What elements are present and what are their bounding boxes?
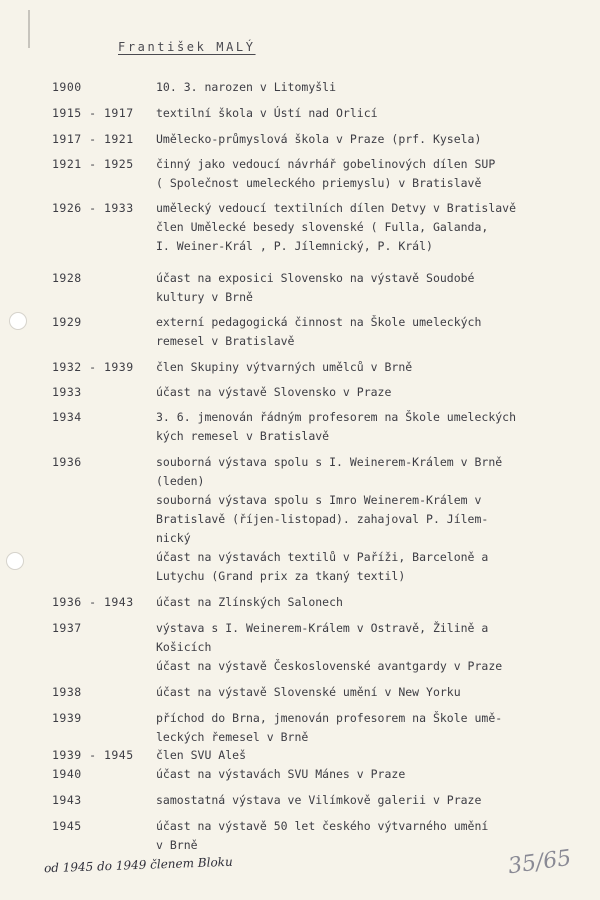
entry-text-line: Lutychu (Grand prix za tkaný textil) [156,569,406,583]
entry-text-line: ( Společnost umeleckého priemyslu) v Bratislavě [156,176,482,190]
entry-date: 1929 [52,315,82,329]
entry-text-line: účast na výstavě Slovenské umění v New Yorku [156,685,461,699]
entry-text-line: účast na exposici Slovensko na výstavě Soudobé [156,271,475,285]
entry-date: 1939 [52,711,82,725]
entry-date: 1933 [52,385,82,399]
page-title: František MALÝ [118,40,256,54]
entry-text-line: Umělecko-průmyslová škola v Praze (prf. Kysela) [156,132,482,146]
entry-text-line: remesel v Bratislavě [156,334,295,348]
entry-text-line: účast na výstavách SVU Mánes v Praze [156,767,406,781]
entry-text-line: kých remesel v Bratislavě [156,429,330,443]
entry-date: 1939 - 1945 [52,748,134,762]
entry-text-line: činný jako vedoucí návrhář gobelinových dílen SUP [156,157,496,171]
entry-text-line: v Brně [156,838,198,852]
handwritten-note: od 1945 do 1949 členem Bloku [43,854,233,876]
entry-text-line: kultury v Brně [156,290,253,304]
entry-date: 1900 [52,80,82,94]
margin-mark [28,10,30,48]
entry-date: 1934 [52,410,82,424]
entry-date: 1938 [52,685,82,699]
entry-text-line: souborná výstava spolu s I. Weinerem-Králem v Brně [156,455,503,469]
entry-text-line: (leden) [156,474,205,488]
entry-text-line: účast na Zlínských Salonech [156,595,343,609]
entry-date: 1926 - 1933 [52,201,134,215]
entry-text-line: člen Umělecké besedy slovenské ( Fulla, Galanda, [156,220,489,234]
entry-date: 1921 - 1925 [52,157,134,171]
entry-text-line: výstava s I. Weinerem-Králem v Ostravě, Žilině a [156,621,489,635]
folio-number: 35/65 [506,845,573,880]
entry-date: 1932 - 1939 [52,360,134,374]
punch-hole [6,552,24,570]
entry-text-line: umělecký vedoucí textilních dílen Detvy v Bratislavě [156,201,517,215]
entry-date: 1936 [52,455,82,469]
entry-text-line: příchod do Brna, jmenován profesorem na Škole umě- [156,711,503,725]
entry-text-line: externí pedagogická činnost na Škole umeleckých [156,315,482,329]
entry-text-line: nický [156,531,191,545]
entry-date: 1928 [52,271,82,285]
entry-text-line: 3. 6. jmenován řádným profesorem na Škole umeleckých [156,410,517,424]
entry-text-line: I. Weiner-Král , P. Jílemnický, P. Král) [156,239,433,253]
entry-text-line: samostatná výstava ve Vilímkově galerii v Praze [156,793,482,807]
entry-text-line: účast na výstavě Československé avantgardy v Praze [156,659,503,673]
entry-text-line: textilní škola v Ústí nad Orlicí [156,106,378,120]
entry-text-line: Košicích [156,640,212,654]
entry-date: 1937 [52,621,82,635]
entry-text-line: účast na výstavě Slovensko v Praze [156,385,392,399]
entry-date: 1943 [52,793,82,807]
entry-text-line: 10. 3. narozen v Litomyšli [156,80,337,94]
entry-date: 1917 - 1921 [52,132,134,146]
entry-text-line: účast na výstavách textilů v Paříži, Barceloně a [156,550,489,564]
entry-text-line: člen Skupiny výtvarných umělců v Brně [156,360,413,374]
entry-text-line: účast na výstavě 50 let českého výtvarného umění [156,819,489,833]
entry-date: 1915 - 1917 [52,106,134,120]
punch-hole [9,312,27,330]
entry-text-line: Bratislavě (říjen-listopad). zahajoval P. Jílem- [156,512,489,526]
entry-text-line: člen SVU Aleš [156,748,247,762]
entry-text-line: souborná výstava spolu s Imro Weinerem-Králem v [156,493,482,507]
entry-date: 1936 - 1943 [52,595,134,609]
entry-date: 1945 [52,819,82,833]
entry-date: 1940 [52,767,82,781]
entry-text-line: leckých řemesel v Brně [156,730,309,744]
